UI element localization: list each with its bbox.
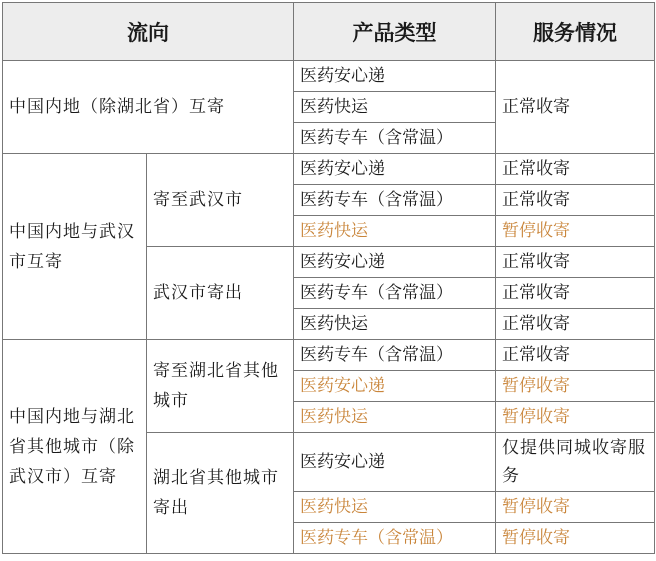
service-cell: 正常收寄 (496, 61, 655, 154)
flow-cell: 中国内地与湖北省其他城市（除武汉市）互寄 (3, 340, 147, 554)
service-cell: 正常收寄 (496, 247, 655, 278)
product-cell: 医药快运 (294, 492, 496, 523)
product-cell: 医药专车（含常温） (294, 123, 496, 154)
table-row (3, 61, 655, 92)
service-cell: 正常收寄 (496, 278, 655, 309)
header-product: 产品类型 (294, 3, 496, 61)
product-cell: 医药快运 (294, 92, 496, 123)
table-row (3, 154, 655, 185)
subflow-cell: 湖北省其他城市寄出 (147, 433, 294, 554)
service-cell: 暂停收寄 (496, 492, 655, 523)
service-cell: 暂停收寄 (496, 523, 655, 554)
service-cell: 暂停收寄 (496, 402, 655, 433)
flow-cell: 中国内地（除湖北省）互寄 (3, 61, 294, 154)
service-cell: 正常收寄 (496, 154, 655, 185)
subflow-cell: 寄至武汉市 (147, 154, 294, 247)
product-cell: 医药快运 (294, 402, 496, 433)
subflow-cell: 寄至湖北省其他城市 (147, 340, 294, 433)
service-cell: 正常收寄 (496, 309, 655, 340)
product-cell: 医药安心递 (294, 433, 496, 492)
product-cell: 医药安心递 (294, 61, 496, 92)
product-cell: 医药安心递 (294, 154, 496, 185)
flow-cell: 中国内地与武汉市互寄 (3, 154, 147, 340)
service-status-table (2, 2, 655, 554)
product-cell: 医药专车（含常温） (294, 185, 496, 216)
subflow-cell: 武汉市寄出 (147, 247, 294, 340)
table-row (3, 340, 655, 371)
header-service: 服务情况 (496, 3, 655, 61)
service-cell: 暂停收寄 (496, 371, 655, 402)
product-cell: 医药安心递 (294, 371, 496, 402)
product-cell: 医药快运 (294, 309, 496, 340)
service-cell: 暂停收寄 (496, 216, 655, 247)
product-cell: 医药专车（含常温） (294, 278, 496, 309)
service-cell: 正常收寄 (496, 185, 655, 216)
service-cell: 正常收寄 (496, 340, 655, 371)
product-cell: 医药专车（含常温） (294, 340, 496, 371)
header-row (3, 3, 655, 61)
service-cell: 仅提供同城收寄服务 (496, 433, 655, 492)
product-cell: 医药快运 (294, 216, 496, 247)
product-cell: 医药专车（含常温） (294, 523, 496, 554)
product-cell: 医药安心递 (294, 247, 496, 278)
header-flow: 流向 (3, 3, 294, 61)
